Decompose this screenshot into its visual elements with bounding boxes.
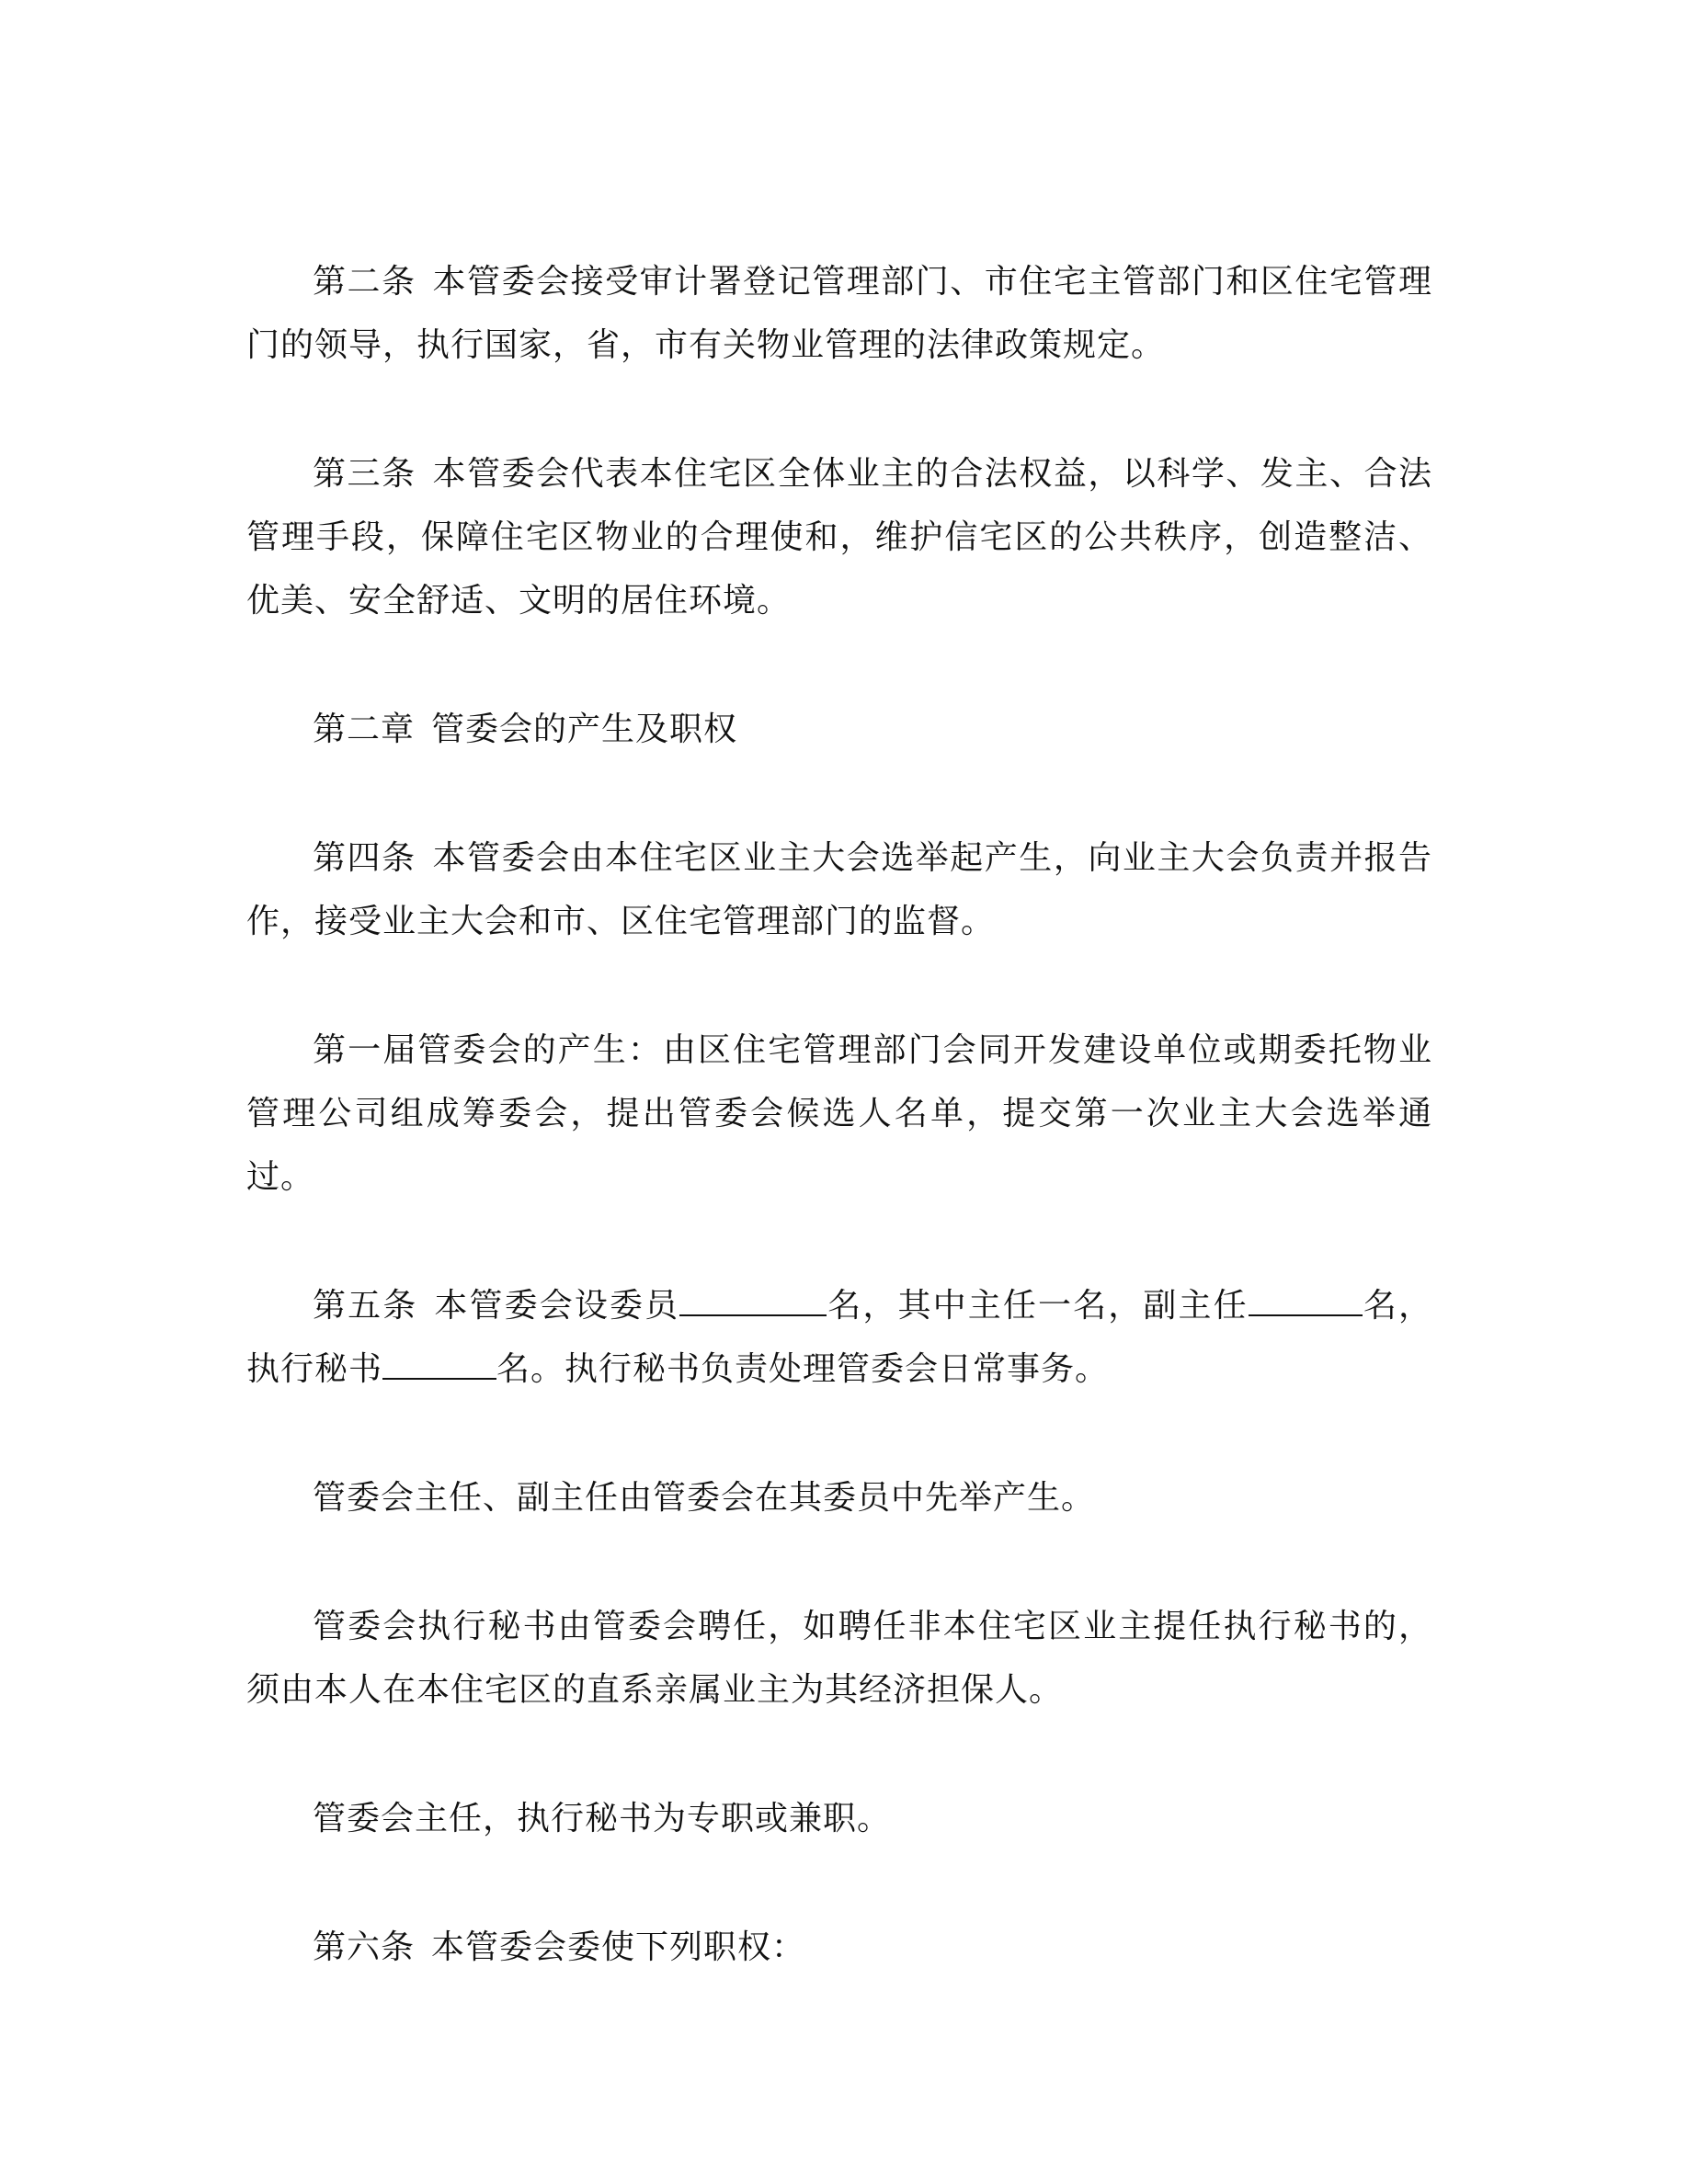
document-body	[246, 250, 1432, 1979]
article-5-label: 第五条	[313, 1287, 418, 1325]
chapter-2-heading	[246, 698, 1432, 761]
article-2-text: 本管委会接受审计署登记管理部门、市住宅主管部门和区住宅管理门的领导，执行国家，省，市有关物业管理的法律政策规定。	[246, 263, 1432, 364]
article-5-text-2: 名，其中主任一名，副主任	[827, 1287, 1249, 1325]
secretary-count-blank[interactable]	[382, 1341, 496, 1380]
chapter-2-title: 管委会的产生及职权	[431, 711, 738, 748]
article-6	[246, 1916, 1432, 1979]
article-4	[246, 826, 1432, 953]
vice-chair-count-blank[interactable]	[1249, 1278, 1363, 1316]
article-2	[246, 250, 1432, 377]
article-3-label: 第三条	[313, 455, 416, 493]
article-5-text-4: 名。执行秘书负责处理管委会日常事务。	[496, 1350, 1110, 1388]
first-committee-paragraph: 第一届管委会的产生：由区住宅管理部门会同开发建设单位或期委托物业管理公司组成筹委会，提出管委会候选人名单，提交第一次业主大会选举通过。	[246, 1031, 1432, 1196]
article-6-text: 本管委会委使下列职权：	[431, 1928, 806, 1966]
article-5-text-1: 本管委会设委员	[434, 1287, 680, 1325]
chair-election-paragraph: 管委会主任、副主任由管委会在其委员中先举产生。	[313, 1479, 1096, 1517]
article-5-text-3: 名，执行秘书	[246, 1287, 1432, 1388]
article-4-label: 第四条	[313, 839, 416, 877]
article-4-text: 本管委会由本住宅区业主大会选举起产生，向业主大会负责并报告作，接受业主大会和市、区住宅管理部门的监督。	[246, 839, 1432, 940]
article-3-text: 本管委会代表本住宅区全体业主的合法权益，以科学、发主、合法管理手段，保障住宅区物业的合理使和，维护信宅区的公共秩序，创造整洁、优美、安全舒适、文明的居住环境。	[246, 455, 1432, 620]
chapter-2-label: 第二章	[313, 711, 416, 748]
fulltime-paragraph: 管委会主任，执行秘书为专职或兼职。	[313, 1800, 892, 1837]
article-5	[246, 1274, 1432, 1401]
member-count-blank[interactable]	[679, 1278, 827, 1316]
article-6-label: 第六条	[313, 1928, 416, 1966]
article-2-label: 第二条	[313, 263, 416, 301]
secretary-hire-paragraph: 管委会执行秘书由管委会聘任，如聘任非本住宅区业主提任执行秘书的，须由本人在本住宅区的直系亲属业主为其经济担保人。	[246, 1608, 1432, 1709]
article-3	[246, 442, 1432, 632]
